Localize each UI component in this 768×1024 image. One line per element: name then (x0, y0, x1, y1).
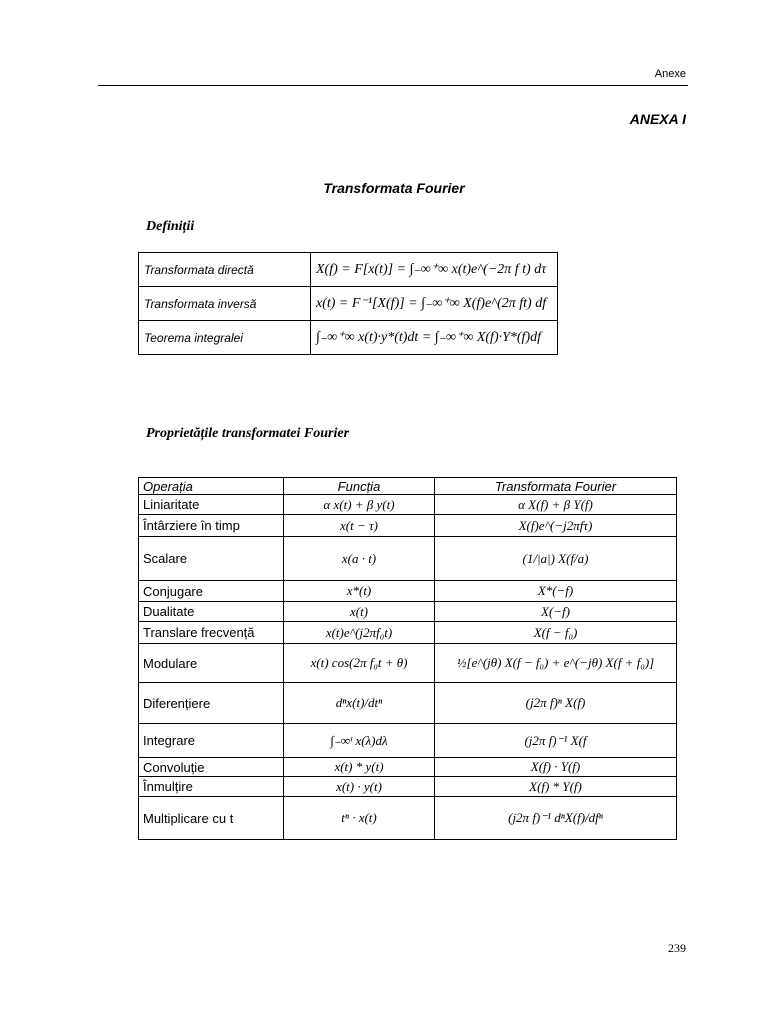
page-number: 239 (668, 941, 686, 955)
operation-cell: Diferențiere (139, 683, 284, 724)
table-row (139, 287, 558, 321)
function-cell: x(t) · y(t) (284, 777, 435, 797)
operation-cell: Dualitate (139, 602, 284, 622)
function-cell: tⁿ · x(t) (284, 797, 435, 840)
table-row (139, 515, 677, 537)
transform-cell: X(−f) (435, 602, 677, 622)
function-cell: dⁿx(t)/dtⁿ (284, 683, 435, 724)
definition-formula: X(f) = F[x(t)] = ∫₋∞⁺∞ x(t)e^(−2π f t) dτ (311, 253, 558, 287)
properties-heading: Proprietățile transformatei Fourier (146, 426, 350, 441)
operation-cell: Înmulțire (139, 777, 284, 797)
definitions-heading: Definiții (146, 219, 195, 234)
function-cell: x(a · t) (284, 537, 435, 581)
transform-cell: (j2π f)⁻¹ dⁿX(f)/dfⁿ (435, 797, 677, 840)
table-row (139, 644, 677, 683)
transform-cell: X(f) · Y(f) (435, 758, 677, 777)
column-header-operation: Operația (139, 478, 284, 495)
transform-cell: (j2π f)⁻¹ X(f (435, 724, 677, 758)
header-divider (98, 85, 688, 86)
function-cell: x(t) * y(t) (284, 758, 435, 777)
table-row (139, 683, 677, 724)
column-header-transform: Transformata Fourier (435, 478, 677, 495)
transform-cell: X(f)e^(−j2πfτ) (435, 515, 677, 537)
operation-cell: Integrare (139, 724, 284, 758)
table-row (139, 537, 677, 581)
running-header: Anexe (654, 68, 686, 80)
definition-name: Transformata directă (139, 253, 311, 287)
operation-cell: Modulare (139, 644, 284, 683)
annex-title: ANEXA I (629, 111, 686, 127)
table-row (139, 777, 677, 797)
table-row (139, 758, 677, 777)
function-cell: α x(t) + β y(t) (284, 495, 435, 515)
transform-cell: X(f) * Y(f) (435, 777, 677, 797)
table-row (139, 724, 677, 758)
definitions-table (138, 252, 558, 355)
operation-cell: Conjugare (139, 581, 284, 602)
function-cell: x(t) (284, 602, 435, 622)
transform-cell: (1/|a|) X(f/a) (435, 537, 677, 581)
definition-name: Transformata inversă (139, 287, 311, 321)
table-row (139, 253, 558, 287)
function-cell: x(t) cos(2π f₀t + θ) (284, 644, 435, 683)
function-cell: x(t)e^(j2πf₀t) (284, 622, 435, 644)
table-row (139, 495, 677, 515)
table-row (139, 602, 677, 622)
transform-cell: (j2π f)ⁿ X(f) (435, 683, 677, 724)
table-row (139, 622, 677, 644)
table-row (139, 321, 558, 355)
operation-cell: Întârziere în timp (139, 515, 284, 537)
definition-name: Teorema integralei (139, 321, 311, 355)
operation-cell: Convoluție (139, 758, 284, 777)
function-cell: x(t − τ) (284, 515, 435, 537)
table-row (139, 581, 677, 602)
document-title: Transformata Fourier (323, 180, 465, 196)
table-row (139, 797, 677, 840)
operation-cell: Multiplicare cu t (139, 797, 284, 840)
function-cell: ∫₋∞ᵗ x(λ)dλ (284, 724, 435, 758)
transform-cell: X*(−f) (435, 581, 677, 602)
definition-formula: x(t) = F⁻¹[X(f)] = ∫₋∞⁺∞ X(f)e^(2π ft) df (311, 287, 558, 321)
transform-cell: X(f − f₀) (435, 622, 677, 644)
properties-table (138, 477, 677, 840)
column-header-function: Funcția (284, 478, 435, 495)
operation-cell: Liniaritate (139, 495, 284, 515)
table-header-row (139, 478, 677, 495)
definition-formula: ∫₋∞⁺∞ x(t)·y*(t)dt = ∫₋∞⁺∞ X(f)·Y*(f)df (311, 321, 558, 355)
operation-cell: Translare frecvență (139, 622, 284, 644)
function-cell: x*(t) (284, 581, 435, 602)
operation-cell: Scalare (139, 537, 284, 581)
transform-cell: α X(f) + β Y(f) (435, 495, 677, 515)
transform-cell: ½[e^(jθ) X(f − f₀) + e^(−jθ) X(f + f₀)] (435, 644, 677, 683)
